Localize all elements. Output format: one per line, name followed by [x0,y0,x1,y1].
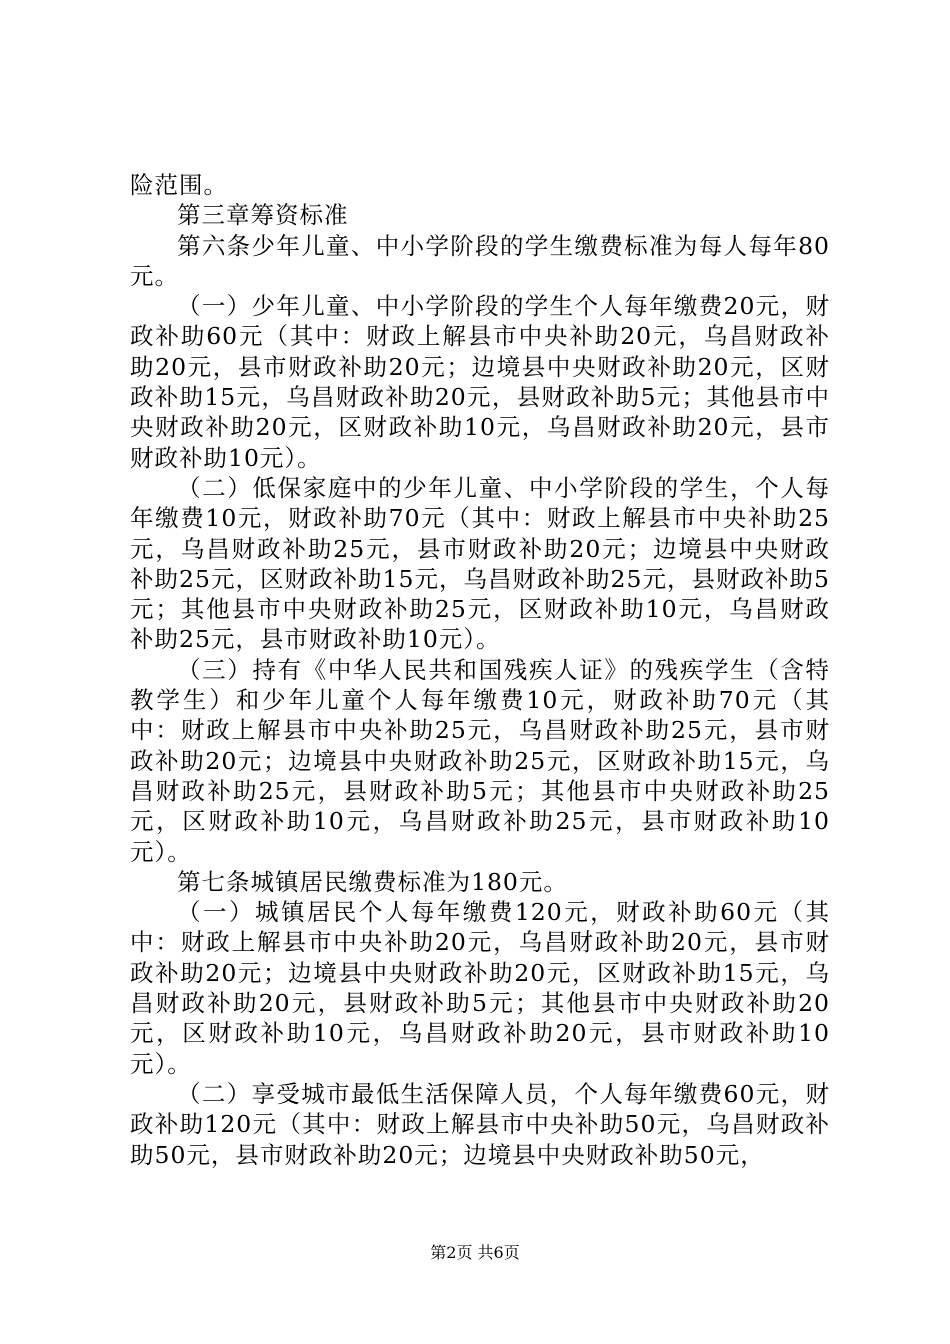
paragraph-article-6: 第六条少年儿童、中小学阶段的学生缴费标准为每人每年80元。 [130,231,830,290]
paragraph-article-7-item-1: （一）城镇居民个人每年缴费120元，财政补助60元（其中：财政上解县市中央补助20元，乌昌财政补助20元，县市财政补助20元；边境县中央财政补助20元，区财政补助15元，乌昌财政补助20元，县财政补助5元；其他县市中央财政补助20元，区财政补助10元，乌昌财政补助20元，县市财政补助10元）。 [130,898,830,1078]
paragraph-article-6-item-3: （三）持有《中华人民共和国残疾人证》的残疾学生（含特教学生）和少年儿童个人每年缴费10元，财政补助70元（其中：财政上解县市中央补助25元，乌昌财政补助25元，县市财政补助20元；边境县中央财政补助25元，区财政补助15元，乌昌财政补助25元，县财政补助5元；其他县市中央财政补助25元，区财政补助10元，乌昌财政补助25元，县市财政补助10元）。 [130,655,830,866]
paragraph-article-6-item-1: （一）少年儿童、中小学阶段的学生个人每年缴费20元，财政补助60元（其中：财政上解县市中央补助20元，乌昌财政补助20元，县市财政补助20元；边境县中央财政补助20元，区财政补助15元，乌昌财政补助20元，县财政补助5元；其他县市中央财政补助20元，区财政补助10元，乌昌财政补助20元，县市财政补助10元）。 [130,292,830,472]
page-footer [0,1243,950,1263]
chapter-heading: 第三章筹资标准 [177,201,349,230]
paragraph-article-7-item-2: （二）享受城市最低生活保障人员，个人每年缴费60元，财政补助120元（其中：财政上解县市中央补助50元，乌昌财政补助50元，县市财政补助20元；边境县中央财政补助50元， [130,1079,830,1169]
page-number-label: 第2页 共6页 [430,1243,520,1262]
paragraph-article-7: 第七条城镇居民缴费标准为180元。 [177,867,568,896]
paragraph-article-6-item-2: （二）低保家庭中的少年儿童、中小学阶段的学生，个人每年缴费10元，财政补助70元（其中：财政上解县市中央补助25元，乌昌财政补助25元，县市财政补助20元；边境县中央财政补助25元，区财政补助15元，乌昌财政补助25元，县财政补助5元；其他县市中央财政补助25元，区财政补助10元，乌昌财政补助25元，县市财政补助10元）。 [130,473,830,654]
paragraph-1: 险范围。 [130,171,228,199]
document-body [130,170,830,1170]
